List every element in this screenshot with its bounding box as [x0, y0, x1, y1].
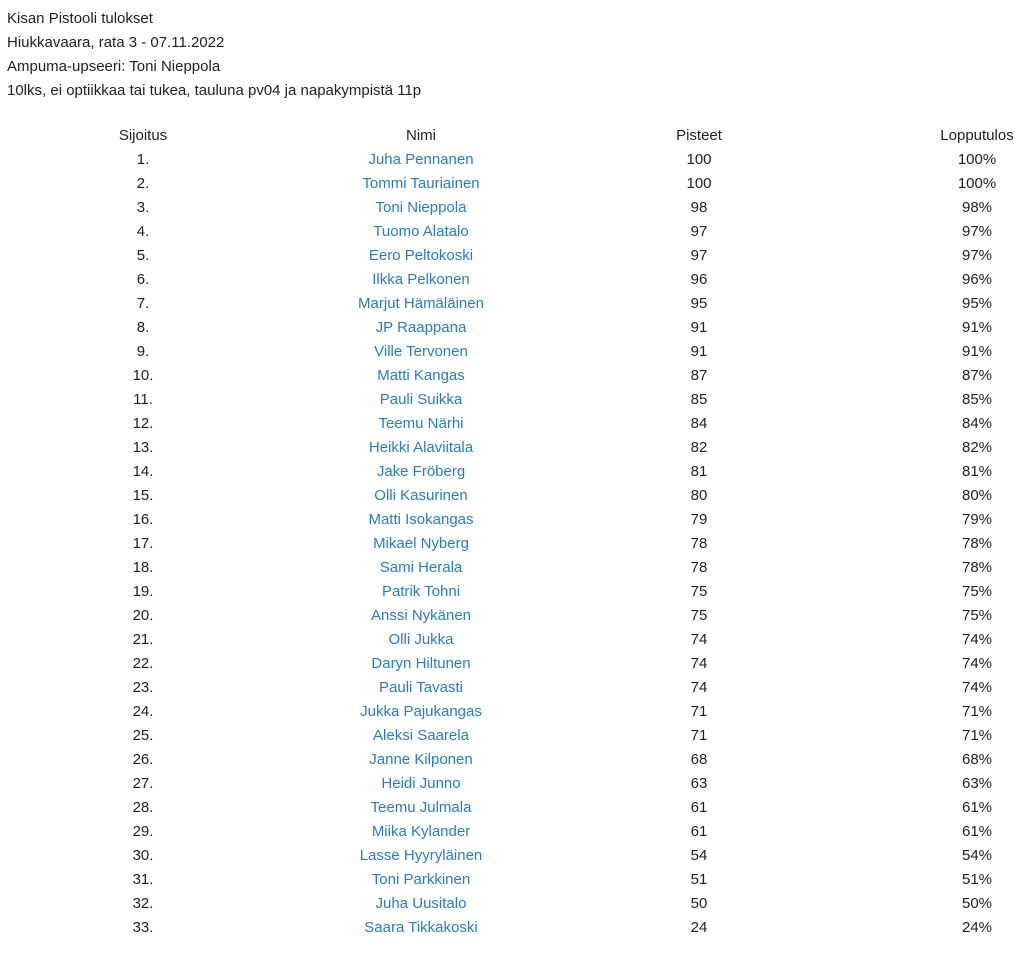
column-header-rank: Sijoitus [118, 127, 168, 144]
result-cell: 51% [961, 871, 993, 888]
points-cell: 97 [690, 223, 708, 240]
name-cell [282, 436, 560, 460]
table-row [4, 580, 1026, 604]
result-cell: 61% [961, 823, 993, 840]
points-cell: 61 [690, 823, 708, 840]
points-cell: 75 [690, 583, 708, 600]
table-row [4, 844, 1026, 868]
result-cell: 100% [957, 151, 997, 168]
table-row [4, 268, 1026, 292]
points-cell: 24 [690, 919, 708, 936]
rank-cell: 8. [136, 319, 150, 336]
points-cell: 79 [690, 511, 708, 528]
table-row [4, 148, 1026, 172]
points-cell: 50 [690, 895, 708, 912]
rank-cell: 10. [132, 367, 154, 384]
table-row [4, 316, 1026, 340]
shooter-name-link[interactable]: Matti Kangas [377, 367, 465, 384]
result-cell: 91% [961, 343, 993, 360]
shooter-name-link[interactable]: Juha Pennanen [368, 151, 474, 168]
points-cell: 74 [690, 655, 708, 672]
result-cell: 84% [961, 415, 993, 432]
points-cell: 97 [690, 247, 708, 264]
name-cell [282, 820, 560, 844]
match-rules-line: 10lks, ei optiikkaa tai tukea, tauluna pv04 ja napakympistä 11p [7, 82, 422, 99]
result-cell: 71% [961, 727, 993, 744]
shooter-name-link[interactable]: Miika Kylander [371, 823, 471, 840]
result-cell: 80% [961, 487, 993, 504]
name-cell [282, 748, 560, 772]
rank-cell: 30. [132, 847, 154, 864]
table-row [4, 508, 1026, 532]
table-row [4, 220, 1026, 244]
name-cell [282, 292, 560, 316]
table-row [4, 772, 1026, 796]
shooter-name-link[interactable]: Tuomo Alatalo [373, 223, 469, 240]
name-cell [282, 700, 560, 724]
rank-cell: 31. [132, 871, 154, 888]
table-row [4, 172, 1026, 196]
rank-cell: 15. [132, 487, 154, 504]
shooter-name-link[interactable]: Heidi Junno [381, 775, 461, 792]
result-cell: 24% [961, 919, 993, 936]
name-cell [282, 364, 560, 388]
table-row [4, 364, 1026, 388]
points-cell: 95 [690, 295, 708, 312]
name-cell [282, 340, 560, 364]
rank-cell: 16. [132, 511, 154, 528]
name-cell [282, 796, 560, 820]
shooter-name-link[interactable]: Anssi Nykänen [370, 607, 472, 624]
name-cell [282, 412, 560, 436]
rank-cell: 28. [132, 799, 154, 816]
result-cell: 95% [961, 295, 993, 312]
table-row [4, 196, 1026, 220]
rank-cell: 27. [132, 775, 154, 792]
rank-cell: 4. [136, 223, 150, 240]
rank-cell: 20. [132, 607, 154, 624]
rank-cell: 21. [132, 631, 154, 648]
shooter-name-link[interactable]: Juha Uusitalo [375, 895, 467, 912]
page-title: Kisan Pistooli tulokset [7, 10, 153, 27]
rank-cell: 22. [132, 655, 154, 672]
range-officer-line: Ampuma-upseeri: Toni Nieppola [7, 58, 221, 75]
result-cell: 97% [961, 223, 993, 240]
table-row [4, 748, 1026, 772]
result-cell: 75% [961, 583, 993, 600]
result-cell: 78% [961, 535, 993, 552]
rank-cell: 24. [132, 703, 154, 720]
rank-cell: 3. [136, 199, 150, 216]
name-cell [282, 772, 560, 796]
name-cell [282, 556, 560, 580]
rank-cell: 29. [132, 823, 154, 840]
name-cell [282, 484, 560, 508]
result-cell: 98% [961, 199, 993, 216]
table-row [4, 868, 1026, 892]
result-cell: 82% [961, 439, 993, 456]
shooter-name-link[interactable]: Lasse Hyyryläinen [359, 847, 483, 864]
rank-cell: 17. [132, 535, 154, 552]
table-row [4, 604, 1026, 628]
rank-cell: 19. [132, 583, 154, 600]
result-cell: 61% [961, 799, 993, 816]
points-cell: 54 [690, 847, 708, 864]
name-cell [282, 916, 560, 940]
rank-cell: 23. [132, 679, 154, 696]
table-row [4, 676, 1026, 700]
column-header-name: Nimi [406, 127, 436, 144]
points-cell: 87 [690, 367, 708, 384]
result-cell: 71% [961, 703, 993, 720]
points-cell: 63 [690, 775, 708, 792]
page-header [0, 0, 1026, 103]
rank-cell: 1. [136, 151, 150, 168]
points-cell: 71 [690, 703, 708, 720]
points-cell: 91 [690, 319, 708, 336]
column-header-result: Lopputulos [940, 127, 1014, 144]
points-cell: 91 [690, 343, 708, 360]
rank-cell: 11. [133, 391, 153, 408]
result-cell: 63% [961, 775, 993, 792]
points-cell: 61 [690, 799, 708, 816]
shooter-name-link[interactable]: Pauli Tavasti [379, 679, 463, 696]
rank-cell: 32. [132, 895, 154, 912]
name-cell [282, 580, 560, 604]
table-row [4, 700, 1026, 724]
points-cell: 85 [690, 391, 708, 408]
points-cell: 71 [690, 727, 708, 744]
points-cell: 75 [690, 607, 708, 624]
table-row [4, 556, 1026, 580]
shooter-name-link[interactable]: Olli Jukka [388, 631, 454, 648]
points-cell: 80 [690, 487, 708, 504]
name-cell [282, 532, 560, 556]
rank-cell: 14. [132, 463, 154, 480]
result-cell: 54% [961, 847, 993, 864]
shooter-name-link[interactable]: Mikael Nyberg [373, 535, 469, 552]
results-table [4, 124, 1026, 940]
result-cell: 79% [961, 511, 993, 528]
name-cell [282, 868, 560, 892]
name-cell [282, 268, 560, 292]
rank-cell: 18. [132, 559, 154, 576]
shooter-name-link[interactable]: Patrik Tohni [381, 583, 461, 600]
table-row [4, 412, 1026, 436]
shooter-name-link[interactable]: Heikki Alaviitala [368, 439, 474, 456]
name-cell [282, 148, 560, 172]
column-header-points: Pisteet [676, 127, 722, 144]
result-cell: 81% [961, 463, 993, 480]
shooter-name-link[interactable]: Marjut Hämäläinen [358, 295, 484, 312]
table-row [4, 652, 1026, 676]
table-row [4, 460, 1026, 484]
name-cell [282, 316, 560, 340]
name-cell [282, 172, 560, 196]
table-row [4, 436, 1026, 460]
shooter-name-link[interactable]: Jake Fröberg [376, 463, 466, 480]
result-cell: 68% [961, 751, 993, 768]
header-row [4, 124, 1026, 148]
table-row [4, 820, 1026, 844]
shooter-name-link[interactable]: Toni Nieppola [375, 199, 467, 216]
name-cell [282, 508, 560, 532]
rank-cell: 6. [136, 271, 150, 288]
name-cell [282, 220, 560, 244]
name-cell [282, 652, 560, 676]
rank-cell: 13. [132, 439, 154, 456]
rank-cell: 33. [132, 919, 154, 936]
shooter-name-link[interactable]: JP Raappana [375, 319, 467, 336]
result-cell: 74% [961, 655, 993, 672]
table-row [4, 340, 1026, 364]
name-cell [282, 460, 560, 484]
result-cell: 74% [961, 679, 993, 696]
points-cell: 100 [686, 175, 712, 192]
name-cell [282, 676, 560, 700]
name-cell [282, 244, 560, 268]
name-cell [282, 892, 560, 916]
result-cell: 96% [961, 271, 993, 288]
result-cell: 85% [961, 391, 993, 408]
shooter-name-link[interactable]: Toni Parkkinen [371, 871, 471, 888]
result-cell: 74% [961, 631, 993, 648]
points-cell: 82 [690, 439, 708, 456]
results-table-head [4, 124, 1026, 148]
name-cell [282, 604, 560, 628]
points-cell: 96 [690, 271, 708, 288]
name-cell [282, 628, 560, 652]
result-cell: 100% [957, 175, 997, 192]
points-cell: 74 [690, 631, 708, 648]
table-row [4, 532, 1026, 556]
shooter-name-link[interactable]: Ilkka Pelkonen [372, 271, 470, 288]
venue-date-line: Hiukkavaara, rata 3 - 07.11.2022 [7, 34, 225, 51]
name-cell [282, 388, 560, 412]
result-cell: 91% [961, 319, 993, 336]
table-row [4, 628, 1026, 652]
shooter-name-link[interactable]: Tommi Tauriainen [362, 175, 480, 192]
rank-cell: 7. [136, 295, 150, 312]
shooter-name-link[interactable]: Teemu Närhi [378, 415, 464, 432]
table-row [4, 292, 1026, 316]
points-cell: 78 [690, 535, 708, 552]
rank-cell: 9. [136, 343, 150, 360]
results-table-body [4, 148, 1026, 940]
shooter-name-link[interactable]: Olli Kasurinen [374, 487, 468, 504]
table-row [4, 916, 1026, 940]
name-cell [282, 724, 560, 748]
points-cell: 100 [686, 151, 712, 168]
shooter-name-link[interactable]: Pauli Suikka [379, 391, 463, 408]
name-cell [282, 196, 560, 220]
table-row [4, 388, 1026, 412]
rank-cell: 5. [136, 247, 150, 264]
name-cell [282, 844, 560, 868]
table-row [4, 484, 1026, 508]
result-cell: 87% [961, 367, 993, 384]
result-cell: 50% [961, 895, 993, 912]
shooter-name-link[interactable]: Eero Peltokoski [368, 247, 474, 264]
rank-cell: 25. [132, 727, 154, 744]
rank-cell: 2. [136, 175, 150, 192]
table-row [4, 796, 1026, 820]
points-cell: 68 [690, 751, 708, 768]
rank-cell: 26. [132, 751, 154, 768]
shooter-name-link[interactable]: Teemu Julmala [370, 799, 472, 816]
shooter-name-link[interactable]: Matti Isokangas [368, 511, 474, 528]
points-cell: 74 [690, 679, 708, 696]
table-row [4, 244, 1026, 268]
shooter-name-link[interactable]: Daryn Hiltunen [371, 655, 471, 672]
shooter-name-link[interactable]: Sami Herala [379, 559, 463, 576]
points-cell: 78 [690, 559, 708, 576]
table-row [4, 724, 1026, 748]
result-cell: 78% [961, 559, 993, 576]
result-cell: 97% [961, 247, 993, 264]
shooter-name-link[interactable]: Janne Kilponen [369, 751, 473, 768]
shooter-name-link[interactable]: Saara Tikkakoski [364, 919, 478, 936]
shooter-name-link[interactable]: Aleksi Saarela [373, 727, 469, 744]
result-cell: 75% [961, 607, 993, 624]
points-cell: 84 [690, 415, 708, 432]
points-cell: 81 [690, 463, 708, 480]
table-row [4, 892, 1026, 916]
shooter-name-link[interactable]: Jukka Pajukangas [360, 703, 482, 720]
rank-cell: 12. [132, 415, 154, 432]
shooter-name-link[interactable]: Ville Tervonen [374, 343, 468, 360]
points-cell: 51 [690, 871, 708, 888]
points-cell: 98 [690, 199, 708, 216]
